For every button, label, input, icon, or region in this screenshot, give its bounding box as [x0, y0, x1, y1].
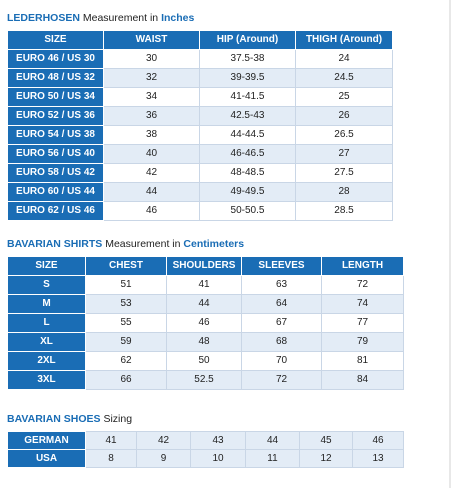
column-header: WAIST [104, 31, 200, 50]
table-cell: 49-49.5 [200, 183, 296, 202]
table-cell: 55 [86, 314, 167, 333]
table-row [8, 145, 393, 164]
table-cell: 46 [167, 314, 242, 333]
table-cell: 70 [242, 352, 322, 371]
table-cell: 25 [296, 88, 393, 107]
table-cell: 67 [242, 314, 322, 333]
table-cell: 28 [296, 183, 393, 202]
table-cell: 64 [242, 295, 322, 314]
row-label: EURO 56 / US 40 [8, 145, 104, 164]
table-cell: 46-46.5 [200, 145, 296, 164]
column-header: LENGTH [322, 257, 404, 276]
table-cell: 34 [104, 88, 200, 107]
shoes-heading-title: BAVARIAN SHOES [7, 413, 101, 425]
table-row [8, 107, 393, 126]
table-row [8, 352, 404, 371]
table-cell: 72 [242, 371, 322, 390]
column-header: CHEST [86, 257, 167, 276]
table-cell: 30 [104, 50, 200, 69]
table-cell: 66 [86, 371, 167, 390]
table-cell: 50-50.5 [200, 202, 296, 221]
table-row [8, 202, 393, 221]
table-cell: 63 [242, 276, 322, 295]
table-row [8, 183, 393, 202]
table-cell: 46 [353, 432, 404, 450]
table-row [8, 333, 404, 352]
table-row [8, 50, 393, 69]
row-label: EURO 54 / US 38 [8, 126, 104, 145]
table-cell: 39-39.5 [200, 69, 296, 88]
shirts-heading [7, 238, 404, 251]
table-cell: 74 [322, 295, 404, 314]
table-cell: 26 [296, 107, 393, 126]
table-header-row [8, 257, 404, 276]
table-cell: 41 [86, 432, 137, 450]
column-header: SIZE [8, 257, 86, 276]
shoes-heading [7, 413, 404, 426]
table-cell: 44 [104, 183, 200, 202]
table-row [8, 371, 404, 390]
table-cell: 40 [104, 145, 200, 164]
table-cell: 42 [104, 164, 200, 183]
table-cell: 12 [300, 450, 353, 468]
lederhosen-section [7, 12, 393, 221]
column-header: SIZE [8, 31, 104, 50]
table-cell: 42 [137, 432, 191, 450]
table-cell: 41 [167, 276, 242, 295]
table-cell: 43 [191, 432, 246, 450]
table-cell: 13 [353, 450, 404, 468]
table-cell: 72 [322, 276, 404, 295]
row-label: EURO 50 / US 34 [8, 88, 104, 107]
table-cell: 51 [86, 276, 167, 295]
table-cell: 38 [104, 126, 200, 145]
table-cell: 37.5-38 [200, 50, 296, 69]
row-label: EURO 60 / US 44 [8, 183, 104, 202]
lederhosen-size-table [7, 30, 393, 221]
table-cell: 8 [86, 450, 137, 468]
table-cell: 59 [86, 333, 167, 352]
shirts-size-table [7, 256, 404, 390]
table-cell: 27.5 [296, 164, 393, 183]
shoes-size-table [7, 431, 404, 468]
table-cell: 44 [167, 295, 242, 314]
table-cell: 52.5 [167, 371, 242, 390]
column-header: THIGH (Around) [296, 31, 393, 50]
row-label: M [8, 295, 86, 314]
table-cell: 53 [86, 295, 167, 314]
table-cell: 10 [191, 450, 246, 468]
row-label: EURO 48 / US 32 [8, 69, 104, 88]
shirts-heading-title: BAVARIAN SHIRTS [7, 238, 103, 250]
table-cell: 36 [104, 107, 200, 126]
lederhosen-heading-text: Measurement in [79, 12, 162, 24]
column-header: HIP (Around) [200, 31, 296, 50]
shoes-heading-text: Sizing [100, 413, 133, 425]
table-cell: 46 [104, 202, 200, 221]
row-label: USA [8, 450, 86, 468]
row-label: 2XL [8, 352, 86, 371]
column-header: SHOULDERS [167, 257, 242, 276]
row-label: EURO 46 / US 30 [8, 50, 104, 69]
table-row [8, 126, 393, 145]
row-label: L [8, 314, 86, 333]
row-label: EURO 58 / US 42 [8, 164, 104, 183]
table-cell: 48-48.5 [200, 164, 296, 183]
lederhosen-heading-unit: Inches [161, 12, 195, 24]
table-cell: 62 [86, 352, 167, 371]
table-row [8, 450, 404, 468]
table-row [8, 88, 393, 107]
table-cell: 11 [246, 450, 300, 468]
shoes-section [7, 413, 404, 468]
table-cell: 48 [167, 333, 242, 352]
row-label: XL [8, 333, 86, 352]
row-label: EURO 62 / US 46 [8, 202, 104, 221]
table-cell: 45 [300, 432, 353, 450]
table-cell: 27 [296, 145, 393, 164]
table-cell: 68 [242, 333, 322, 352]
lederhosen-heading [7, 12, 393, 25]
table-cell: 9 [137, 450, 191, 468]
column-header: SLEEVES [242, 257, 322, 276]
table-cell: 42.5-43 [200, 107, 296, 126]
table-cell: 28.5 [296, 202, 393, 221]
table-row [8, 314, 404, 333]
table-cell: 41-41.5 [200, 88, 296, 107]
table-row [8, 69, 393, 88]
table-cell: 81 [322, 352, 404, 371]
table-row [8, 164, 393, 183]
shirts-heading-text: Measurement in [102, 238, 184, 250]
row-label: 3XL [8, 371, 86, 390]
row-label: S [8, 276, 86, 295]
table-row [8, 432, 404, 450]
table-cell: 79 [322, 333, 404, 352]
table-cell: 77 [322, 314, 404, 333]
table-cell: 44-44.5 [200, 126, 296, 145]
row-label: GERMAN [8, 432, 86, 450]
table-header-row [8, 31, 393, 50]
table-cell: 24 [296, 50, 393, 69]
row-label: EURO 52 / US 36 [8, 107, 104, 126]
table-cell: 50 [167, 352, 242, 371]
table-cell: 32 [104, 69, 200, 88]
table-cell: 44 [246, 432, 300, 450]
table-cell: 24.5 [296, 69, 393, 88]
shirts-section [7, 238, 404, 390]
shirts-heading-unit: Centimeters [183, 238, 245, 250]
table-cell: 26.5 [296, 126, 393, 145]
table-row [8, 295, 404, 314]
lederhosen-heading-title: LEDERHOSEN [7, 12, 80, 24]
table-row [8, 276, 404, 295]
table-cell: 84 [322, 371, 404, 390]
